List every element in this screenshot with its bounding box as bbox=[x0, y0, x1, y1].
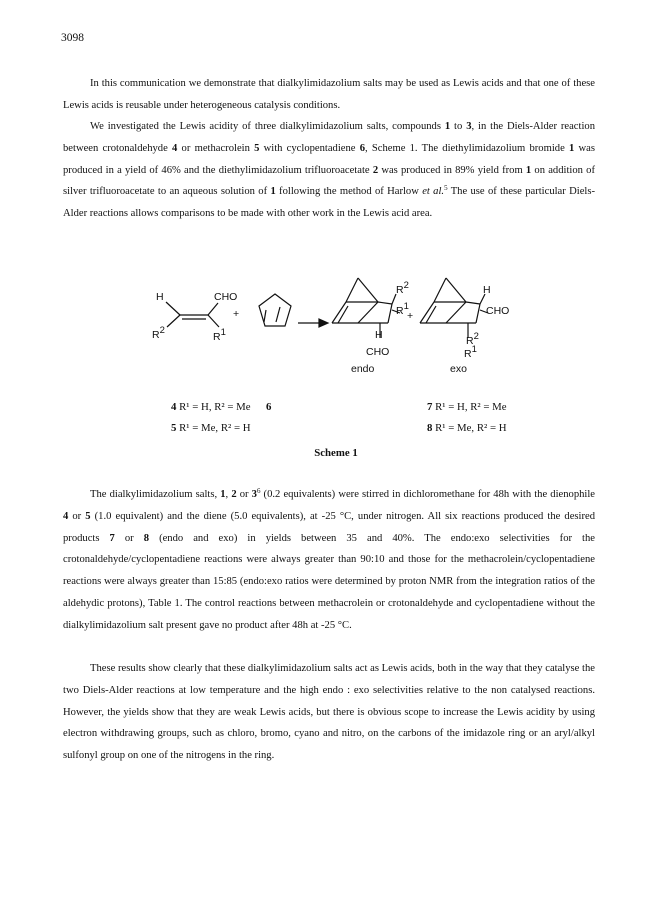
compound-4-definition: 4 R¹ = H, R² = Me bbox=[171, 401, 251, 413]
label-r1: R1 bbox=[213, 327, 226, 343]
endo-caption: endo bbox=[351, 363, 375, 375]
exo-product-structure bbox=[420, 278, 488, 338]
plus-sign: + bbox=[233, 308, 240, 320]
scheme-caption: Scheme 1 bbox=[314, 447, 358, 459]
exo-label-h: H bbox=[483, 284, 491, 296]
compound-6-label: 6 bbox=[266, 401, 272, 413]
dienophile-structure bbox=[166, 302, 219, 327]
paragraph-lewis-acidity: We investigated the Lewis acidity of three dialkylimidazolium salts, compounds 1 to 3, in the Diels-Alder reaction between crotonaldehyde 4 or methacrolein 5 with cyclopentadiene 6, Scheme 1. The diethylimidazolium bromide 1 was produced in a yield of 46% and the diethylimidazolium trifluoroacetate 2 was produced in 89% yield from 1 on addition of silver trifluoroacetate to an aqueous solution of 1 following the method of Harlow et al.$^5$ The use of these particular Diels-Alder reactions allows comparisons to be made with other work in the Lewis acid area. bbox=[63, 121, 595, 220]
exo-label-cho: CHO bbox=[486, 305, 510, 317]
endo-product-structure bbox=[332, 278, 400, 338]
paragraph-intro: In this communication we demonstrate that dialkylimidazolium salts may be used as Lewis acids and that one of these Lewis acids is reusable under heterogeneous catalysis conditions. bbox=[63, 78, 595, 111]
exo-caption: exo bbox=[450, 363, 467, 375]
compound-7-definition: 7 R¹ = H, R² = Me bbox=[427, 401, 507, 413]
reaction-arrow bbox=[298, 319, 328, 327]
label-r2: R2 bbox=[152, 325, 165, 341]
label-cho: CHO bbox=[214, 291, 238, 303]
label-h: H bbox=[156, 291, 164, 303]
paragraph-experimental: The dialkylimidazolium salts, 1, 2 or $3^6$ (0.2 equivalents) were stirred in dichloromethane for 48h with the dienophile 4 or 5 (1.0 equivalent) and the diene (5.0 equivalents), at -25 °C, under nitrogen. All six reactions produced the desired products 7 or 8 (endo and exo) in yields between 35 and 40%. The endo:exo selectivities for the crotonaldehyde/cyclopentadiene reactions were always greater than 90:10 and those for the methacrolein/cyclopentadiene reactions were always greater than 15:85 (endo:exo ratios were determined by proton NMR from the integration ratios of the aldehydic protons), Table 1. The control reactions between methacrolein or crotonaldehyde and cyclopentadiene without the dialkylimidazolium salt present gave no product after 48h at -25 °C. bbox=[63, 487, 596, 631]
exo-label-r2: R2 bbox=[466, 331, 479, 347]
exo-label-r1: R1 bbox=[464, 344, 477, 360]
compound-5-definition: 5 R¹ = Me, R² = H bbox=[171, 422, 251, 434]
page-number: 3098 bbox=[61, 32, 84, 44]
scheme-1-diagram bbox=[130, 266, 550, 386]
endo-label-r2: R2 bbox=[396, 280, 409, 296]
endo-label-cho: CHO bbox=[366, 346, 390, 358]
plus-sign-2: + bbox=[407, 310, 414, 322]
endo-label-r1: R1 bbox=[396, 301, 409, 317]
paragraph-conclusion: These results show clearly that these dialkylimidazolium salts act as Lewis acids, both in the way that they catalyse the two Diels-Alder reactions at low temperature and the high endo : exo selectivities relative to the non catalysed reactions. However, the yields show that they are weak Lewis acids, but there is obvious scope to increase the Lewis acidity by using electron withdrawing groups, such as chloro, bromo, cyano and nitro, on the carbons of the imidazole ring or an aryl/alkyl sulfonyl group on one of the nitrogens in the ring. bbox=[63, 663, 595, 762]
compound-8-definition: 8 R¹ = Me, R² = H bbox=[427, 422, 507, 434]
cyclopentadiene-structure bbox=[259, 294, 291, 326]
endo-label-h: H bbox=[375, 329, 383, 341]
